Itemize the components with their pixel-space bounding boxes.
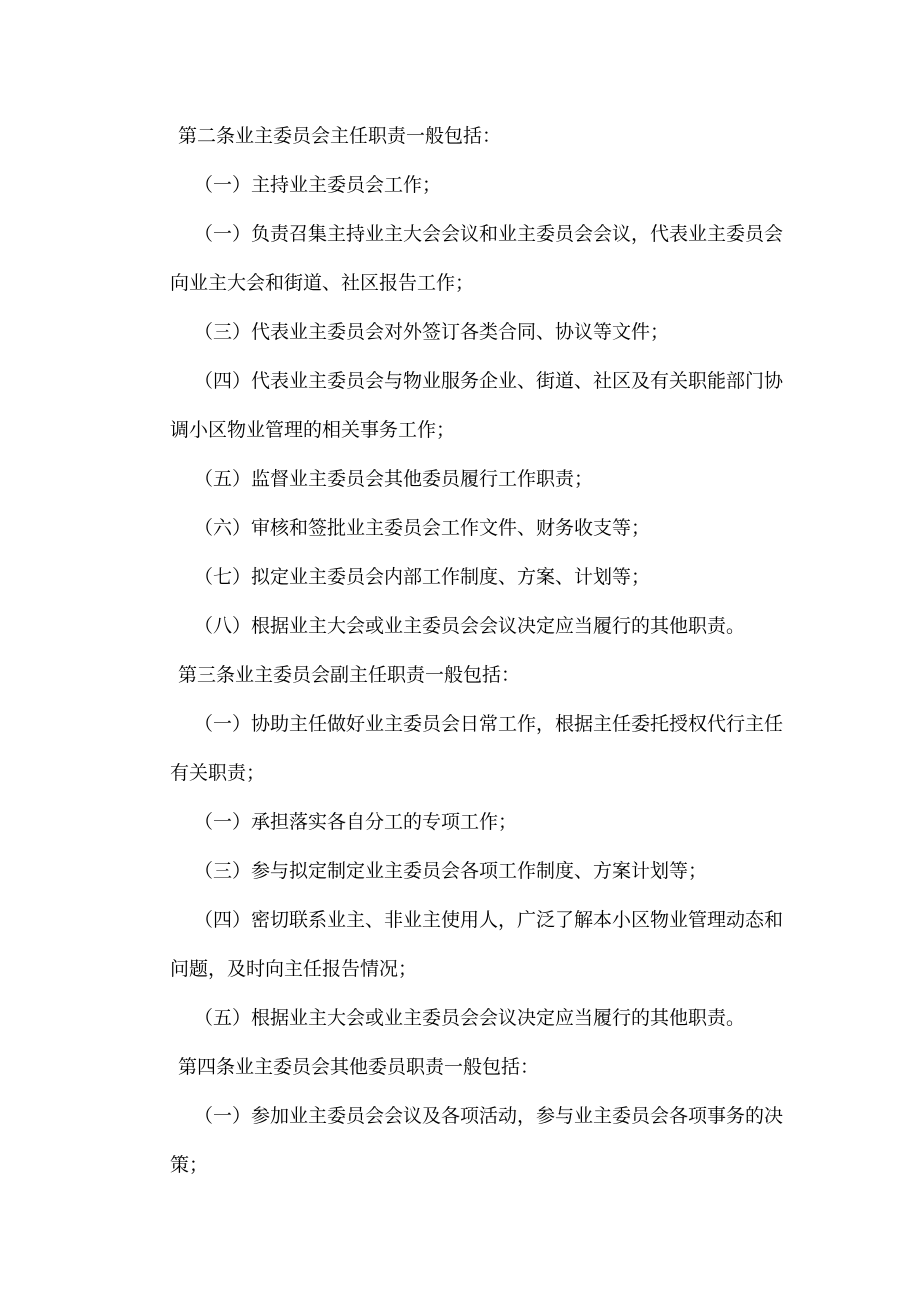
article-4-item-1: （一）参加业主委员会会议及各项活动，参与业主委员会各项事务的决策；: [170, 1105, 784, 1176]
article-3-item-3: （三）参与拟定制定业主委员会各项工作制度、方案计划等；: [194, 860, 708, 882]
article-2-item-3: （三）代表业主委员会对外签订各类合同、协议等文件；: [194, 321, 670, 343]
article-3-item-5: （五）根据业主大会或业主委员会会议决定应当履行的其他职责。: [194, 1007, 746, 1029]
article-2-item-1: （一）主持业主委员会工作；: [194, 174, 442, 196]
article-2-item-2: （一）负责召集主持业主大会会议和业主委员会会议，代表业主委员会向业主大会和街道、社区报告工作；: [170, 223, 784, 294]
article-3-item-1: （一）协助主任做好业主委员会日常工作，根据主任委托授权代行主任有关职责；: [170, 713, 784, 784]
article-3-item-4: （四）密切联系业主、非业主使用人，广泛了解本小区物业管理动态和问题，及时向主任报告情况；: [170, 909, 784, 980]
article-2-item-8: （八）根据业主大会或业主委员会会议决定应当履行的其他职责。: [194, 615, 746, 637]
article-2-item-4: （四）代表业主委员会与物业服务企业、街道、社区及有关职能部门协调小区物业管理的相关事务工作；: [170, 370, 784, 441]
article-2-item-5: （五）监督业主委员会其他委员履行工作职责；: [194, 468, 594, 490]
article-2-heading: 第二条业主委员会主任职责一般包括：: [178, 125, 502, 147]
article-2-item-7: （七）拟定业主委员会内部工作制度、方案、计划等；: [194, 566, 651, 588]
document-body: [170, 112, 794, 1190]
article-3-heading: 第三条业主委员会副主任职责一般包括：: [178, 664, 521, 686]
article-2-item-6: （六）审核和签批业主委员会工作文件、财务收支等；: [194, 517, 651, 539]
article-4-heading: 第四条业主委员会其他委员职责一般包括：: [178, 1056, 540, 1078]
article-3-item-2: （一）承担落实各自分工的专项工作；: [194, 811, 518, 833]
